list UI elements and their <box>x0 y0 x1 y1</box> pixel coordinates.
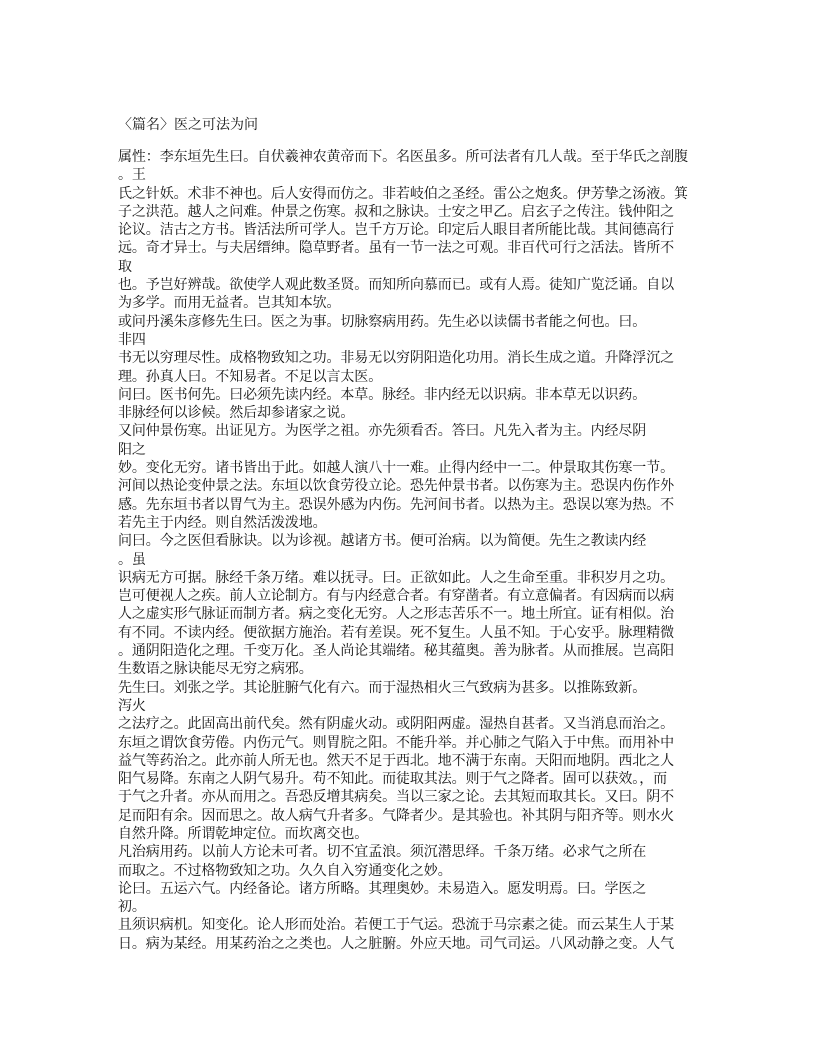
text-line: 人之虚实形气脉证而制方者。病之变化无穷。人之形志苦乐不一。地土所宜。证有相似。治 <box>118 606 674 623</box>
text-line: 取 <box>118 258 132 275</box>
text-line: 。通阴阳造化之理。千变万化。圣人尚论其端绪。秘其蕴奥。善为脉者。从而推展。岂高阳 <box>118 643 674 660</box>
text-line: 足而阳有余。因而思之。故人病气升者多。气降者少。是其验也。补其阴与阳齐等。则水火 <box>118 807 674 824</box>
text-line: 初。 <box>118 899 146 916</box>
text-line: 之法疗之。此固高出前代矣。然有阴虚火动。或阴阳两虚。湿热自甚者。又当消息而治之。 <box>118 716 674 733</box>
text-line: 于气之升者。亦从而用之。吾恐反增其病矣。当以三家之论。去其短而取其长。又曰。阴不 <box>118 789 674 806</box>
text-line: 为多学。而用无益者。岂其知本欤。 <box>118 295 341 312</box>
text-line: 泻火 <box>118 697 146 714</box>
text-line: 先生曰。刘张之学。其论脏腑气化有六。而于湿热相火三气致病为甚多。以推陈致新。 <box>118 679 647 696</box>
text-line: 益气等药治之。此亦前人所无也。然天不足于西北。地不满于东南。天阳而地阴。西北之人 <box>118 752 674 769</box>
document-body <box>118 148 688 953</box>
text-line: 自然升降。所谓乾坤定位。而坎离交也。 <box>118 825 369 842</box>
text-line: 论曰。五运六气。内经备论。诸方所略。其理奥妙。未易造入。愿发明焉。曰。学医之 <box>118 880 647 897</box>
text-line: 而取之。不过格物致知之功。久久自入穷通变化之妙。 <box>118 862 452 879</box>
text-line: 论议。洁古之方书。皆活法所可学人。岂千方万论。印定后人眼目者所能比哉。其间德高行 <box>118 222 674 239</box>
text-line: 若先主于内经。则自然活泼泼地。 <box>118 514 327 531</box>
text-line: 且须识病机。知变化。论人形而处治。若便工于气运。恐流于马宗素之徒。而云某生人于某 <box>118 917 674 934</box>
text-line: 氏之针妖。术非不神也。后人安得而仿之。非若岐伯之圣经。雷公之炮炙。伊芳挚之汤液。箕 <box>118 185 688 202</box>
text-line: 子之洪范。越人之问难。仲景之伤寒。叔和之脉诀。士安之甲乙。启玄子之传注。钱仲阳之 <box>118 203 674 220</box>
text-line: 或问丹溪朱彦修先生曰。医之为事。切脉察病用药。先生必以读儒书者能之何也。曰。 <box>118 313 647 330</box>
text-line: 感。先东垣书者以胃气为主。恐误外感为内伤。先河间书者。以热为主。恐误以寒为热。不 <box>118 496 674 513</box>
text-line: 东垣之谓饮食劳倦。内伤元气。则胃脘之阳。不能升举。并心肺之气陷入于中焦。而用补中 <box>118 734 674 751</box>
text-line: 问曰。医书何先。曰必须先读内经。本草。脉经。非内经无以识病。非本草无以识药。 <box>118 386 647 403</box>
text-line: 属性：李东垣先生曰。自伏羲神农黄帝而下。名医虽多。所可法者有几人哉。至于华氏之剖腹 <box>118 149 688 165</box>
text-line: 。虽 <box>118 551 146 568</box>
text-line: 岂可便视人之疾。前人立论制方。有与内经意合者。有穿凿者。有立意偏者。有因病而以病 <box>118 588 674 605</box>
text-line: 书无以穷理尽性。成格物致知之功。非易无以穷阴阳造化功用。消长生成之道。升降浮沉之 <box>118 350 674 367</box>
text-line: 又问仲景伤寒。出证见方。为医学之祖。亦先须看否。答曰。凡先入者为主。内经尽阴 <box>118 423 647 440</box>
text-line: 识病无方可据。脉经千条万绪。难以抚寻。曰。正欲如此。人之生命至重。非积岁月之功。 <box>118 569 674 586</box>
text-line: 河间以热论变仲景之法。东垣以饮食劳役立论。恐先仲景书者。以伤寒为主。恐误内伤作外 <box>118 478 674 495</box>
text-line: 阳气易降。东南之人阴气易升。苟不知此。而徒取其法。则于气之降者。固可以获效。，而 <box>118 771 667 788</box>
text-line: 凡治病用药。以前人方论未可者。切不宜孟浪。须沉潜思绎。千条万绪。必求气之所在 <box>118 844 647 861</box>
text-line: 日。病为某经。用某药治之之类也。人之脏腑。外应天地。司气司运。八风动静之变。人气 <box>118 935 674 952</box>
text-line: 非四 <box>118 331 146 348</box>
text-line: 阳之 <box>118 441 146 458</box>
text-line: 也。予岂好辨哉。欲使学人观此数圣贤。而知所向慕而已。或有人焉。徒知广览泛诵。自以 <box>118 277 674 294</box>
text-line: 妙。变化无穷。诸书皆出于此。如越人演八十一难。止得内经中一二。仲景取其伤寒一节。 <box>118 460 674 477</box>
text-line: 理。孙真人曰。不知易者。不足以言太医。 <box>118 368 383 385</box>
text-line: 问曰。今之医但看脉诀。以为诊视。越诸方书。便可治病。以为简便。先生之教读内经 <box>118 533 647 550</box>
text-line: 。王 <box>118 167 146 184</box>
document-title: 〈篇名〉医之可法为问 <box>118 117 258 133</box>
text-line: 有不同。不读内经。便欲据方施治。若有差误。死不复生。人虽不知。于心安乎。脉理精微 <box>118 624 674 641</box>
text-line: 非脉经何以诊候。然后却参诸家之说。 <box>118 405 355 422</box>
text-line: 生数语之脉诀能尽无穷之病邪。 <box>118 661 313 678</box>
text-line: 远。奇才异士。与夫居缙绅。隐草野者。虽有一节一法之可观。非百代可行之活法。皆所不 <box>118 240 674 257</box>
